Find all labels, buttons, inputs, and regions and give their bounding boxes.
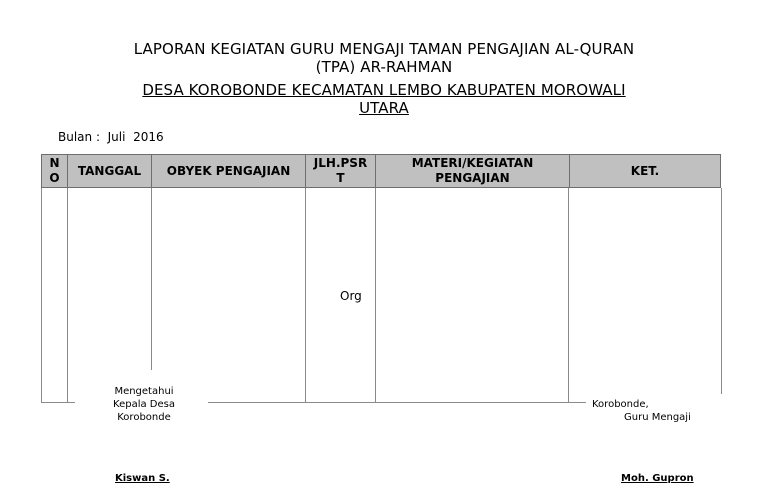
header-no: [42, 155, 68, 187]
header-jlh: [306, 155, 376, 187]
period-label: Bulan :: [58, 130, 100, 144]
left-sig-line-1: Mengetahui: [114, 386, 174, 397]
period-row: [58, 130, 164, 144]
left-signature-block: [94, 385, 194, 424]
header-materi: [376, 155, 570, 187]
org-cell: Org: [340, 289, 362, 303]
header-ket: KET.: [630, 163, 660, 178]
title-line-3: DESA KOROBONDE KECAMATAN LEMBO KABUPATEN MOROWALI: [142, 81, 626, 99]
column-divider-jlh: [375, 188, 376, 402]
column-divider-obyek: [305, 188, 306, 402]
left-sig-line-2: Kepala Desa: [113, 399, 175, 410]
table-border-right: [721, 188, 722, 394]
period-value: Juli 2016: [107, 130, 164, 144]
right-signature-title: Guru Mengaji: [624, 412, 691, 423]
left-signer-name: Kiswan S.: [115, 473, 170, 484]
report-subtitle: [40, 81, 728, 117]
right-signer-name: Moh. Gupron: [621, 473, 694, 484]
right-signature-place: Korobonde,: [592, 399, 649, 410]
header-obyek: OBYEK PENGAJIAN: [152, 155, 306, 187]
header-materi-top: MATERI/KEGIATAN: [411, 156, 534, 170]
header-tanggal: TANGGAL: [68, 155, 152, 187]
column-divider-materi: [568, 188, 569, 402]
left-sig-line-3: Korobonde: [117, 412, 171, 423]
table-border-left: [41, 188, 42, 402]
report-title: [40, 40, 728, 76]
header-no-top: N: [49, 156, 60, 170]
column-divider-tanggal: [151, 188, 152, 370]
header-materi-bottom: PENGAJIAN: [435, 171, 510, 185]
title-line-4: UTARA: [359, 99, 409, 117]
table-bottom-line-middle: [208, 402, 586, 403]
header-jlh-top: JLH.PSR: [313, 156, 368, 170]
title-line-2: (TPA) AR-RAHMAN: [315, 58, 453, 76]
title-line-1: LAPORAN KEGIATAN GURU MENGAJI TAMAN PENGAJIAN AL-QURAN: [133, 40, 635, 58]
header-jlh-bottom: T: [336, 171, 345, 185]
column-divider-no: [67, 188, 68, 402]
table-bottom-line-left: [41, 402, 75, 403]
table-header: [41, 154, 721, 188]
header-no-bottom: O: [49, 171, 60, 185]
